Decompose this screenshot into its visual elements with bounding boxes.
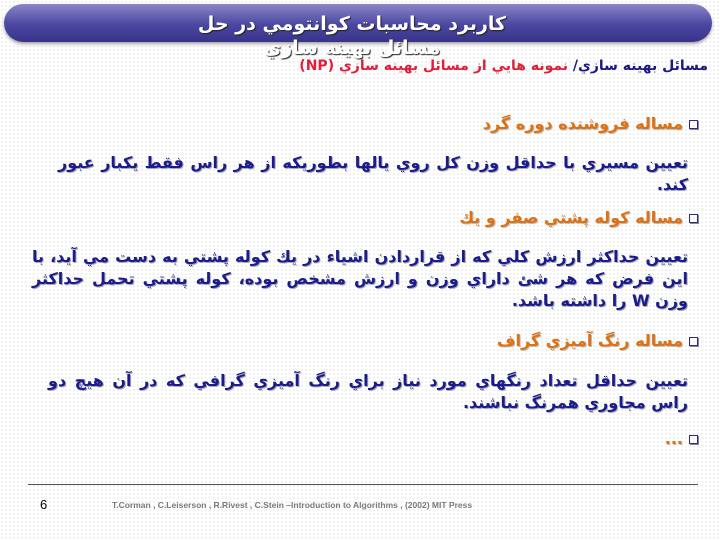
subtitle-primary: مسائل بهينه سازي/	[572, 58, 708, 74]
footer-divider	[28, 484, 698, 485]
bullet-item-graph-coloring	[497, 330, 698, 352]
square-bullet-icon	[689, 435, 698, 444]
item-heading: مساله فروشنده دوره گرد	[482, 114, 683, 133]
bullet-item-tsp	[483, 113, 698, 135]
bullet-item-more	[665, 428, 698, 450]
page-number: 6	[40, 497, 48, 512]
slide-subtitle	[58, 56, 708, 76]
item-heading: مساله رنگ آميزي گراف	[496, 331, 683, 350]
slide-title: كاربرد محاسبات كوانتومي در حل مسائل بهينه سازي	[197, 13, 507, 59]
square-bullet-icon	[689, 214, 698, 223]
subtitle-accent: نمونه هايي از مسائل بهينه سازي (NP)	[299, 58, 573, 74]
square-bullet-icon	[689, 337, 698, 346]
footer-citation: T.Corman , C.Leiserson , R.Rivest , C.Stein –Introduction to Algorithms , (2002) MIT Press	[112, 500, 473, 510]
item-description-knapsack: تعيين حداكثر ارزش كلي كه از قراردادن اشياء در يك كوله پشتي به دست مي آيد، با اين فرض كه هر شئ داراي وزن و ارزش مشخص بوده، كوله پشتي تحمل حداكثر وزن W را داشته باشد.	[32, 247, 688, 310]
item-heading: ...	[664, 429, 683, 448]
item-heading: مساله كوله پشتي صفر و يك	[459, 208, 683, 227]
square-bullet-icon	[689, 120, 698, 129]
item-description-tsp: تعيين مسيري با حداقل وزن كل روي يالها بطوريكه از هر راس فقط يكبار عبور كند.	[58, 153, 688, 194]
slide-title-bar	[4, 4, 712, 59]
item-description-graph-coloring: تعيين حداقل تعداد رنگهاي مورد نياز براي رنگ آميزي گرافي كه در آن هيچ دو راس مجاوري همرنگ نباشند.	[48, 371, 688, 412]
bullet-item-knapsack	[459, 207, 698, 229]
